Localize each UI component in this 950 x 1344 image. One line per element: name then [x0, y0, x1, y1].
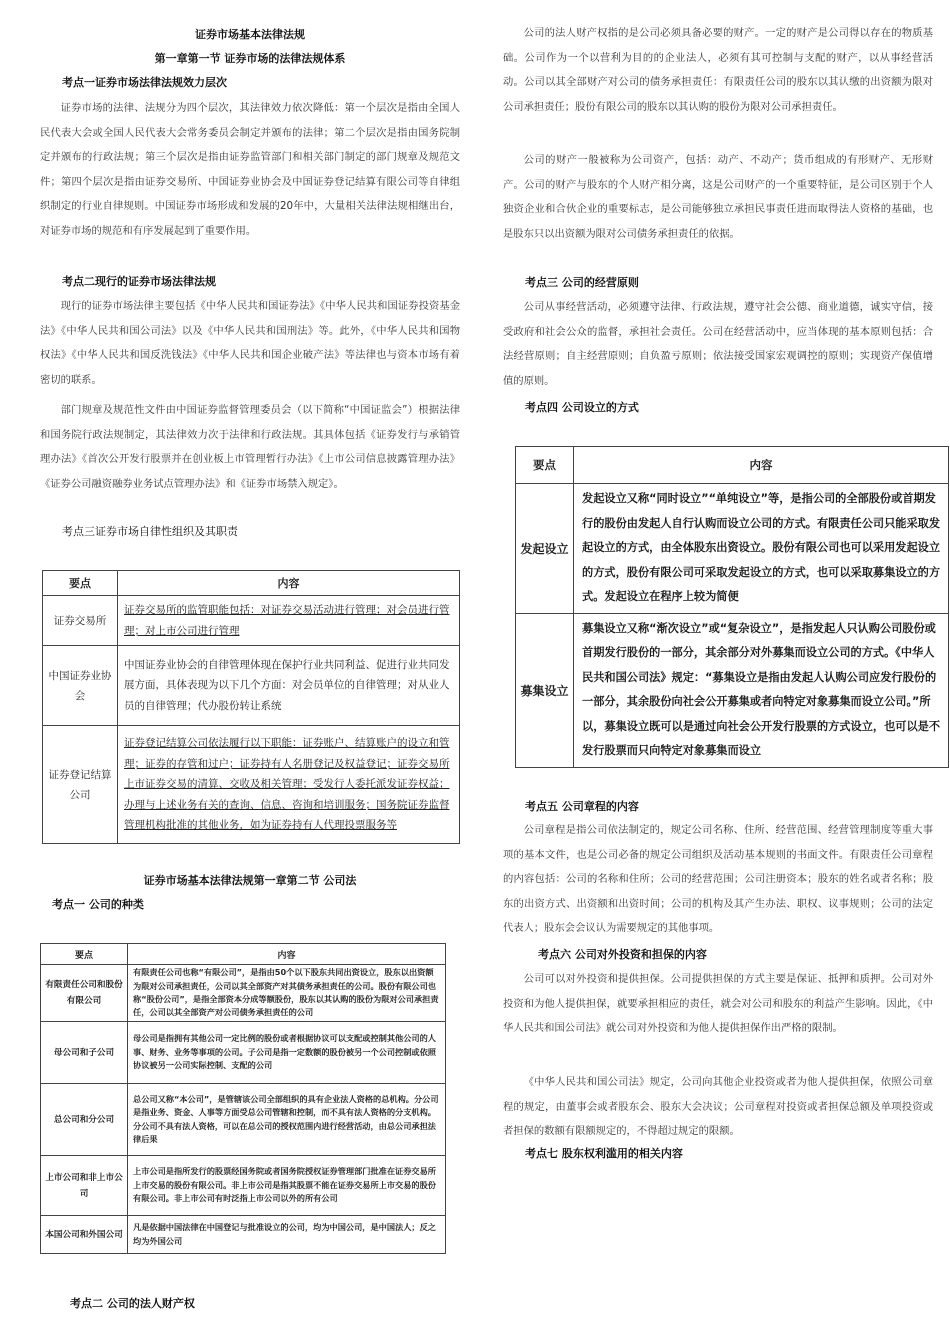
property-paragraph-1: 公司的法人财产权指的是公司必须具备必要的财产。一定的财产是公司得以存在的物质基础。公司作为一个以营利为目的的企业法人，必须有其可控制与支配的财产，以从事经营活动。公司以其全部财产对公司的债务承担责任：有限责任公司的股东以其认缴的出资额为限对公司承担责任；股份有限公司的股东以其认购的股份为限对公司承担责任。	[503, 27, 933, 113]
kp2-paragraph-1: 现行的证券市场法律主要包括《中华人民共和国证券法》《中华人民共和国证券投资基金法》《中华人民共和国公司法》以及《中华人民共和国刑法》等。此外，《中华人民共和国物权法》《中华人民共和国反洗钱法》《中华人民共和国企业破产法》等法律也与资本市场有着密切的联系。	[40, 300, 460, 386]
row-key: 发起设立	[516, 484, 574, 614]
kp2-paragraph-2: 部门规章及规范性文件由中国证券监督管理委员会（以下简称“中国证监会”）根据法律和国务院行政法规制定，其法律效力次于法律和行政法规。其具体包括《证券发行与承销管理办法》《首次公开发行股票并在创业板上市管理暂行办法》《上市公司信息披露管理办法》《证券公司融资融券业务试点管理办法》和《证券市场禁入规定》。	[40, 404, 460, 490]
table-header-content: 内容	[574, 447, 949, 484]
kp1-heading: 考点一证券市场法律法规效力层次	[62, 76, 227, 89]
table-row	[41, 1022, 446, 1084]
table-header-content: 内容	[128, 944, 446, 965]
establishment-table	[515, 446, 949, 768]
row-key: 总公司和分公司	[41, 1084, 128, 1156]
kp6-paragraph-2: 《中华人民共和国公司法》规定，公司向其他企业投资或者为他人提供担保，依照公司章程的规定，由董事会或者股东会、股东大会决议；公司章程对投资或者担保总额及单项投资或者担保的数额有限额规定的，不得超过规定的限额。	[503, 1076, 933, 1137]
table-header-key: 要点	[516, 447, 574, 484]
table-header-row	[516, 447, 949, 484]
table-header-row	[41, 944, 446, 965]
row-key: 证券交易所	[43, 596, 118, 646]
row-content: 募集设立又称“渐次设立”或“复杂设立”，是指发起人只认购公司股份或首期发行股份的一部分，其余部分对外募集而设立公司的方式。《中华人民共和国公司法》规定：“募集设立是指由发起人认购公司应发行股份的一部分，其余股份向社会公开募集或者向特定对象募集而设立公司。”所以，募集设立既可以是通过向社会公开发行股票的方式设立，也可以是不发行股票而只向特定对象募集而设立	[574, 613, 949, 767]
table-header-key: 要点	[43, 571, 118, 596]
property-paragraph-2: 公司的财产一般被称为公司资产，包括：动产、不动产；货币组成的有形财产、无形财产。公司的财产与股东的个人财产相分离，这是公司财产的一个重要特征，是公司区别于个人独资企业和合伙企业的重要标志，是公司能够独立承担民事责任进而取得法人资格的基础，也是股东只以出资额为限对公司债务承担责任的依据。	[503, 154, 933, 240]
section2-kp1-heading: 考点一 公司的种类	[52, 898, 144, 911]
company-types-table	[40, 943, 446, 1254]
kp3-heading: 考点三证券市场自律性组织及其职责	[62, 525, 238, 538]
row-content: 总公司又称“本公司”，是管辖该公司全部组织的具有企业法人资格的总机构。分公司是指业务、资金、人事等方面受总公司管辖和控制，而不具有法人资格的分支机构。分公司不具有法人资格，可以在总公司的授权范围内进行经营活动，由总公司承担法律后果	[128, 1084, 446, 1156]
section2-kp2-heading: 考点二 公司的法人财产权	[70, 1297, 195, 1310]
row-key: 本国公司和外国公司	[41, 1216, 128, 1254]
kp3-right-paragraph: 公司从事经营活动，必须遵守法律、行政法规，遵守社会公德、商业道德，诚实守信，接受政府和社会公众的监督，承担社会责任。公司在经营活动中，应当体现的基本原则包括：合法经营原则；自主经营原则；自负盈亏原则；依法接受国家宏观调控的原则；实现资产保值增值的原则。	[503, 301, 933, 387]
table-header-key: 要点	[41, 944, 128, 965]
table-row	[41, 1216, 446, 1254]
row-content: 有限责任公司也称“有限公司”，是指由50个以下股东共同出资设立，股东以出资额为限对公司承担责任，公司以其全部资产对其债务承担责任的公司。股份有限公司也称“股份公司”，是指全部资本分成等额股份，股东以其认购的股份为限对公司承担责任，公司以其全部资产对公司债务承担责任的公司	[128, 965, 446, 1022]
row-key: 中国证券业协会	[43, 646, 118, 726]
table-row	[43, 646, 460, 726]
kp5-heading: 考点五 公司章程的内容	[525, 800, 639, 813]
kp1-paragraph: 证券市场的法律、法规分为四个层次，其法律效力依次降低：第一个层次是指由全国人民代表大会或全国人民代表大会常务委员会制定并颁布的法律；第二个层次是指由国务院制定并颁布的行政法规；第三个层次是指由证券监管部门和相关部门制定的部门规章及规范文件；第四个层次是指由证券交易所、中国证券业协会及中国证券登记结算有限公司等自律组织制定的行业自律规则。中国证券市场形成和发展的20年中，大量相关法律法规相继出台，对证券市场的规范和有序发展起到了重要作用。	[40, 102, 460, 237]
kp2-heading: 考点二现行的证券市场法律法规	[62, 275, 216, 288]
table-row	[41, 1084, 446, 1156]
table-header-content: 内容	[118, 571, 460, 596]
row-key: 上市公司和非上市公司	[41, 1156, 128, 1216]
row-content: 发起设立又称“同时设立”“单纯设立”等，是指公司的全部股份或首期发行的股份由发起人自行认购而设立公司的方式。有限责任公司只能采取发起设立的方式，由全体股东出资设立。股份有限公司也可以采用发起设立的方式，股份有限公司可采取发起设立的方式，也可以采取募集设立的方式。发起设立在程序上较为简便	[574, 484, 949, 614]
kp6-paragraph-1: 公司可以对外投资和提供担保。公司提供担保的方式主要是保证、抵押和质押。公司对外投资和为他人提供担保，就要承担相应的责任，就会对公司和股东的利益产生影响。因此，《中华人民共和国公司法》就公司对外投资和为他人提供担保作出严格的限制。	[503, 973, 933, 1034]
row-key: 募集设立	[516, 613, 574, 767]
kp7-heading: 考点七 股东权利滥用的相关内容	[525, 1147, 683, 1160]
row-key: 母公司和子公司	[41, 1022, 128, 1084]
table-row	[516, 613, 949, 767]
table-row	[43, 726, 460, 844]
kp4-heading: 考点四 公司设立的方式	[525, 401, 639, 414]
row-content: 证券交易所的监管职能包括：对证券交易活动进行管理；对会员进行管理；对上市公司进行管理	[118, 596, 460, 646]
table-row	[43, 596, 460, 646]
table-row	[41, 965, 446, 1022]
section2-title: 证券市场基本法律法规第一章第二节 公司法	[143, 874, 357, 887]
row-key: 有限责任公司和股份有限公司	[41, 965, 128, 1022]
kp5-paragraph: 公司章程是指公司依法制定的，规定公司名称、住所、经营范围、经营管理制度等重大事项的基本文件，也是公司必备的规定公司组织及活动基本规则的书面文件。有限责任公司章程的内容包括：公司的名称和住所；公司的经营范围；公司注册资本；股东的姓名或者名称；股东的出资方式、出资额和出资时间；公司的机构及其产生办法、职权、议事规则；公司的法定代表人；股东会会议认为需要规定的其他事项。	[503, 824, 933, 934]
row-key: 证券登记结算公司	[43, 726, 118, 844]
document-title: 证券市场基本法律法规	[195, 28, 305, 41]
row-content: 中国证券业协会的自律管理体现在保护行业共同利益、促进行业共同发展方面，具体表现为以下几个方面：对会员单位的自律管理；对从业人员的自律管理；代办股份转让系统	[118, 646, 460, 726]
row-content: 上市公司是指所发行的股票经国务院或者国务院授权证券管理部门批准在证券交易所上市交易的股份有限公司。非上市公司是指其股票不能在证券交易所上市交易的股份有限公司。非上市公司有时泛指上市公司以外的所有公司	[128, 1156, 446, 1216]
table-row	[41, 1156, 446, 1216]
row-content: 证券登记结算公司依法履行以下职能：证券账户、结算账户的设立和管理；证券的存管和过户；证券持有人名册登记及权益登记；证券交易所上市证券交易的清算、交收及相关管理；受发行人委托派发证券权益；办理与上述业务有关的查询、信息、咨询和培训服务；国务院证券监督管理机构批准的其他业务，如为证券持有人代理投票服务等	[118, 726, 460, 844]
table-header-row	[43, 571, 460, 596]
row-content: 母公司是指拥有其他公司一定比例的股份或者根据协议可以支配或控制其他公司的人事、财务、业务等事项的公司。子公司是指一定数额的股份被另一个公司控制或依照协议被另一公司实际控制、支配的公司	[128, 1022, 446, 1084]
kp6-heading: 考点六 公司对外投资和担保的内容	[538, 948, 707, 961]
self-regulatory-table	[42, 570, 460, 844]
table-row	[516, 484, 949, 614]
row-content: 凡是依据中国法律在中国登记与批准设立的公司，均为中国公司，是中国法人；反之均为外国公司	[128, 1216, 446, 1254]
kp3-right-heading: 考点三 公司的经营原则	[525, 276, 639, 289]
section-title: 第一章第一节 证券市场的法律法规体系	[154, 52, 346, 65]
